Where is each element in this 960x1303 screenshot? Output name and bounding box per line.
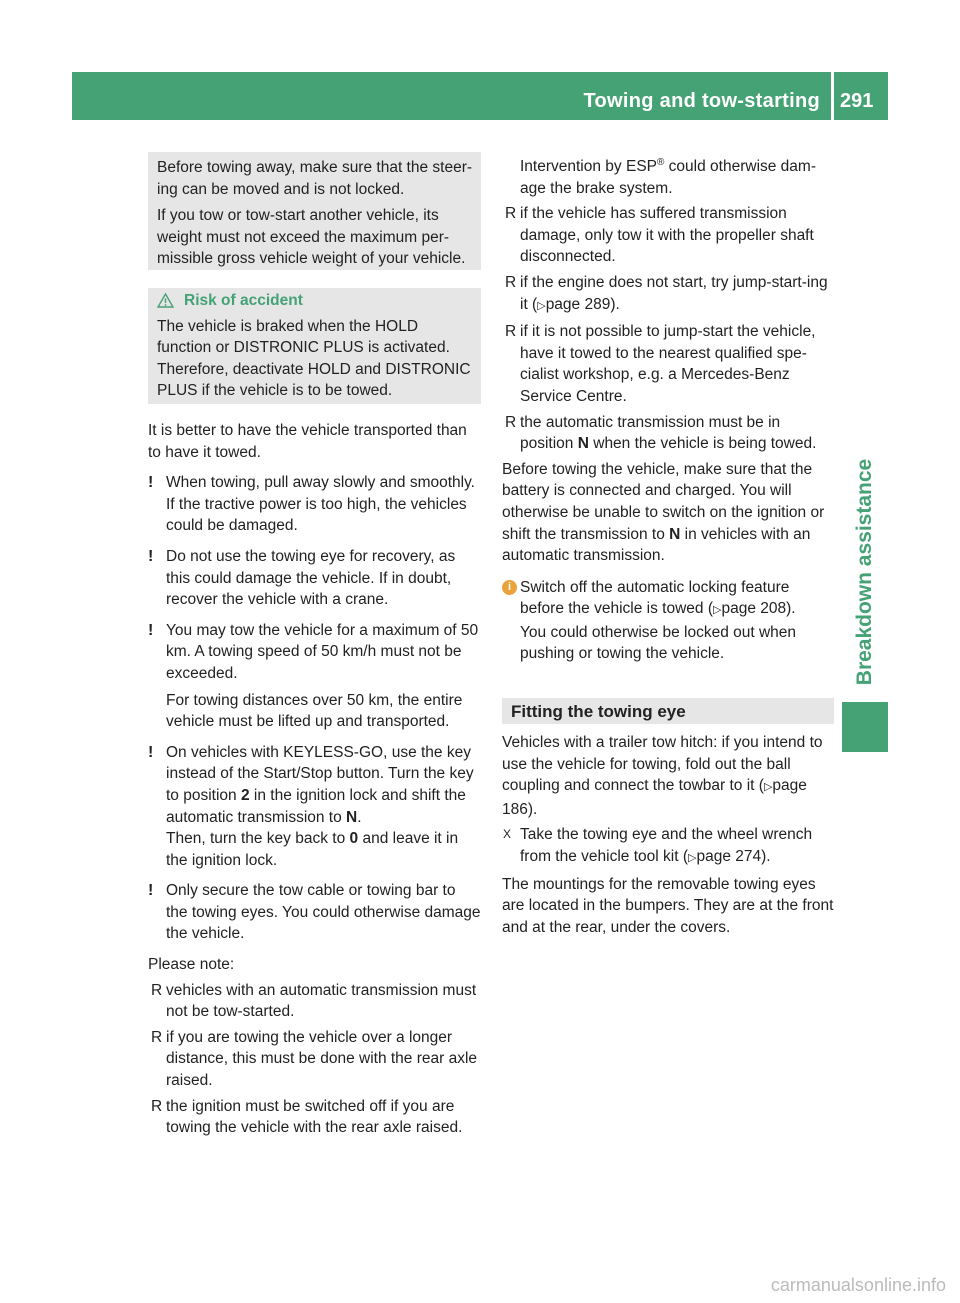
step-text: Take the towing eye and the wheel wrench from the vehicle tool kit (▷page 274). [520,826,813,865]
note-text: For towing distances over 50 km, the entire vehicle must be lifted up and transported. [166,691,463,731]
info-box-text-1: Before towing away, make sure that the steer-ing can be moved and is not locked. [157,159,473,198]
section-side-tab [842,440,888,704]
bullet-icon: R [505,413,517,431]
list-item-text: if you are towing the vehicle over a longer distance, this must be done with the rear axle raised. [166,1028,478,1090]
info-icon: i [502,580,517,595]
page-ref-icon: ▷ [713,604,722,617]
battery-paragraph: Before towing the vehicle, make sure that the battery is connected and charged. You will otherwise be unable to switch on the ignition or shift the transmission to N in vehicles with an automatic transmission. [502,460,825,565]
bullet-icon: R [505,205,517,223]
exclamation-icon: ! [148,621,154,639]
warning-heading [157,290,473,312]
info-note [502,577,834,665]
warning-text: The vehicle is braked when the HOLD function or DISTRONIC PLUS is activated. Therefore, deactivate HOLD and DISTRONIC PLUS if the vehicle is to be towed. [157,317,471,400]
right-body-bottom [502,732,834,938]
info-box-text-2: If you tow or tow-start another vehicle, its weight must not exceed the maximum per-missible gross vehicle weight of your vehicle. [157,207,466,268]
left-body [148,420,481,1139]
list-item-text: the automatic transmission must be in position N when the vehicle is being towed. [520,413,817,453]
page-ref: page 289). [545,295,620,313]
page-number: 291 [840,90,874,112]
side-tab-label: Breakdown assistance [853,458,877,686]
exclamation-icon: ! [148,474,154,492]
page-ref: page 186). [502,777,807,818]
list-item-text: if it is not possible to jump-start the vehicle, have it towed to the nearest qualified spe-cialist workshop, e.g. a Mercedes-Benz Service Centre. [520,323,816,405]
warning-triangle-icon [157,293,174,308]
bullet-icon: R [151,981,163,999]
info-text: Switch off the automatic locking feature before the vehicle is towed (▷page 208). [520,578,796,618]
list-item [502,203,834,268]
list-item-text: if the engine does not start, try jump-start-ing it (▷page 289). [520,273,828,313]
info-text: You could otherwise be locked out when pushing or towing the vehicle. [520,623,797,663]
right-body-top [502,156,834,665]
exclamation-icon: ! [148,547,154,565]
note-text: Then, turn the key back to 0 and leave it in the ignition lock. [166,830,459,869]
page-ref-icon: ▷ [537,299,546,312]
towbar-paragraph: Vehicles with a trailer tow hitch: if you intend to use the vehicle for towing, fold out the ball coupling and connect the towbar to it (▷page 186). [502,734,823,818]
intro-paragraph: It is better to have the vehicle transported than to have it towed. [148,422,467,461]
note-item [148,880,481,945]
page-ref: page 208). [721,600,796,618]
list-item-text: the ignition must be switched off if you are towing the vehicle with the rear axle raised. [166,1097,463,1137]
side-tab-marker [842,702,888,752]
warning-box [148,288,481,404]
page-title: Towing and tow-starting [583,90,820,112]
note-item [148,620,481,733]
page-ref-icon: ▷ [687,851,697,864]
note-text: You may tow the vehicle for a maximum of 50 km. A towing speed of 50 km/h must not be exceeded. [166,621,479,682]
bullet-icon: R [505,323,517,341]
list-item [502,412,834,455]
bullet-icon: R [505,273,517,291]
bullet-icon: R [151,1097,163,1115]
page-header [72,72,888,120]
note-text: On vehicles with KEYLESS-GO, use the key instead of the Start/Stop button. Turn the key to position 2 in the ignition lock and shift the automatic transmission to N. [166,743,474,826]
step-arrow-icon: X [503,827,512,842]
note-item [148,546,481,611]
mountings-paragraph: The mountings for the removable towing eyes are located in the bumpers. They are at the front and at the rear, under the covers. [502,875,834,936]
list-item-text: Intervention by ESP® could otherwise dam-age the brake system. [520,156,816,197]
note-item [148,742,481,872]
page-ref: page 274). [696,847,771,865]
list-item-text: if the vehicle has suffered transmission damage, only tow it with the propeller shaft disconnected. [520,205,814,266]
exclamation-icon: ! [148,743,154,761]
note-text: Do not use the towing eye for recovery, as this could damage the vehicle. If in doubt, recover the vehicle with a crane. [166,547,456,609]
list-item-text: vehicles with an automatic transmission must not be tow-started. [166,981,477,1021]
note-text: Only secure the tow cable or towing bar to the towing eyes. You could otherwise damage the vehicle. [166,882,481,943]
note-text: When towing, pull away slowly and smoothly. If the tractive power is too high, the vehicles could be damaged. [166,474,475,535]
list-item [502,272,834,317]
note-item [148,472,481,537]
list-item-continued [502,156,834,199]
list-item [148,1096,481,1139]
warning-title: Risk of accident [184,292,303,309]
section-heading: Fitting the towing eye [502,698,834,724]
step-item [502,824,834,869]
list-item [148,980,481,1023]
list-item [148,1027,481,1092]
page-ref-icon: ▷ [763,781,773,794]
bullet-icon: R [151,1028,163,1046]
please-note-label: Please note: [148,956,235,974]
info-box [148,152,481,270]
header-divider [831,72,834,120]
list-item [502,321,834,407]
exclamation-icon: ! [148,882,154,900]
watermark: carmanualsonline.info [770,1275,946,1296]
